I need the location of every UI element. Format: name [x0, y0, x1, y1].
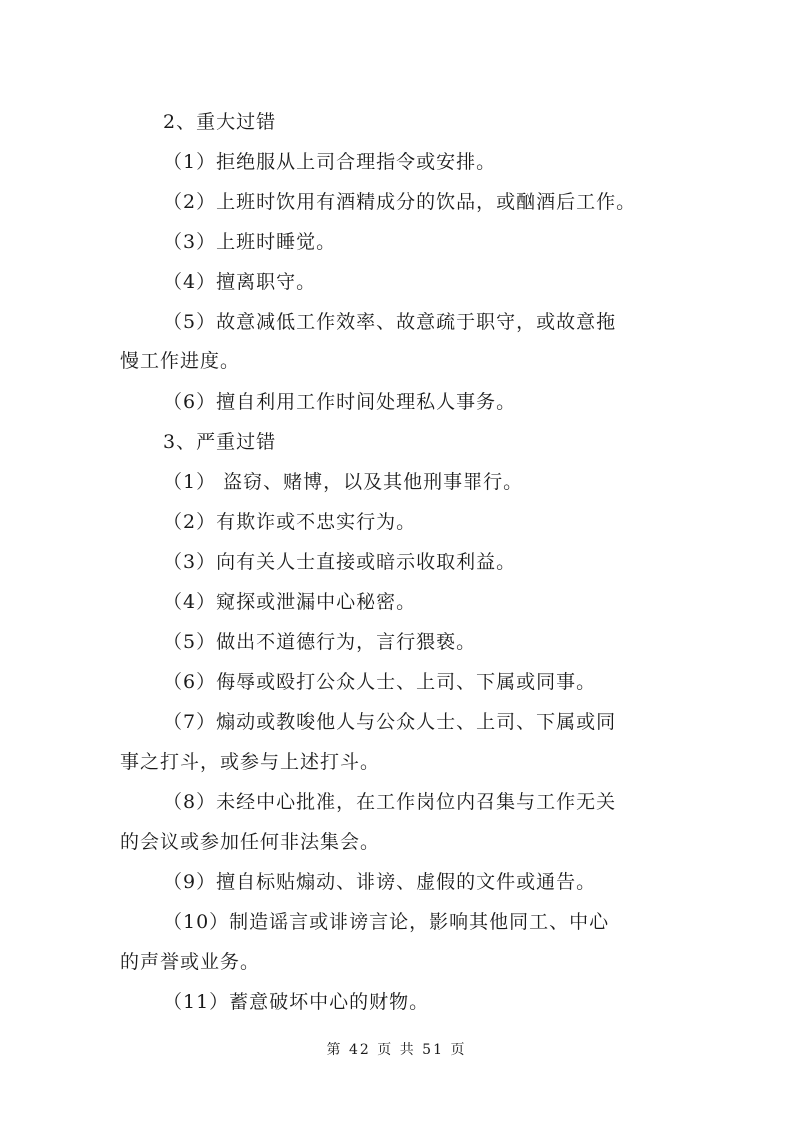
footer-total-pages: 51 — [422, 1042, 444, 1058]
list-item: （5）做出不道德行为，言行猥亵。 — [163, 631, 477, 653]
list-item: （9）擅自标贴煽动、诽谤、虚假的文件或通告。 — [163, 871, 597, 893]
list-item: （5）故意减低工作效率、故意疏于职守，或故意拖 — [163, 311, 617, 333]
list-item: （4）擅离职守。 — [163, 271, 317, 293]
list-item: （8）未经中心批准，在工作岗位内召集与工作无关 — [163, 791, 617, 813]
list-item: （1）拒绝服从上司合理指令或安排。 — [163, 151, 497, 173]
list-item: （3）上班时睡觉。 — [163, 231, 337, 253]
footer-prefix: 第 — [326, 1042, 343, 1058]
list-item: （2）有欺诈或不忠实行为。 — [163, 511, 417, 533]
list-item: （10）制造谣言或诽谤言论，影响其他同工、中心 — [163, 911, 610, 933]
section-heading-major-errors: 2、重大过错 — [163, 111, 277, 133]
list-item-continuation: 的会议或参加任何非法集会。 — [120, 831, 381, 853]
list-item-continuation: 事之打斗，或参与上述打斗。 — [120, 751, 381, 773]
list-item: （4）窥探或泄漏中心秘密。 — [163, 591, 417, 613]
list-item: （1） 盗窃、赌博，以及其他刑事罪行。 — [163, 471, 524, 493]
list-item: （6）侮辱或殴打公众人士、上司、下属或同事。 — [163, 671, 597, 693]
list-item: （3）向有关人士直接或暗示收取利益。 — [163, 551, 517, 573]
footer-page-number: 42 — [348, 1042, 371, 1058]
list-item: （11）蓄意破坏中心的财物。 — [163, 991, 430, 1013]
list-item: （2）上班时饮用有酒精成分的饮品，或酗酒后工作。 — [163, 191, 637, 213]
list-item-continuation: 慢工作进度。 — [120, 350, 241, 372]
page-footer — [0, 1040, 793, 1060]
section-heading-serious-errors: 3、严重过错 — [163, 431, 277, 453]
list-item: （6）擅自利用工作时间处理私人事务。 — [163, 391, 517, 413]
footer-suffix: 页 — [450, 1042, 467, 1058]
list-item: （7）煽动或教唆他人与公众人士、上司、下属或同 — [163, 711, 617, 733]
footer-middle: 页 共 — [377, 1042, 416, 1058]
list-item-continuation: 的声誉或业务。 — [120, 951, 261, 973]
